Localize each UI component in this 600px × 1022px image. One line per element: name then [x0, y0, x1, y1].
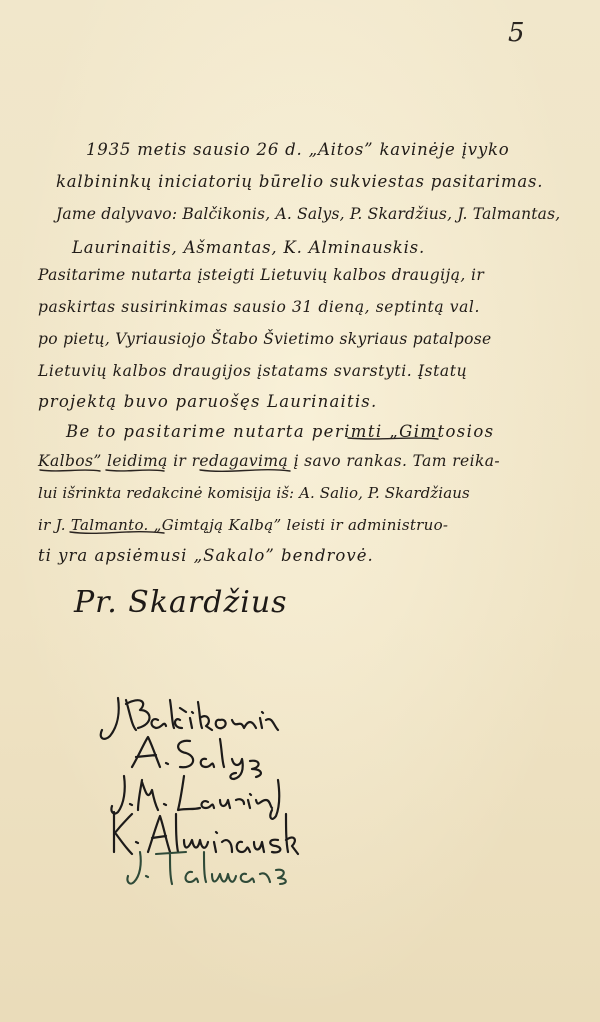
underline-talmanto [70, 532, 164, 534]
text-line: ti yra apsiėmusi „Sakalo” bendrovė. [38, 546, 374, 565]
text-line: paskirtas susirinkimas sausio 31 dieną, septintą val. [38, 298, 481, 316]
page-number: 5 [508, 18, 525, 48]
text-line: Lietuvių kalbos draugijos įstatams svarstyti. Įstatų [38, 362, 468, 380]
text-line: 1935 metis sausio 26 d. „Aitos” kavinėje įvyko [86, 140, 510, 159]
text-line: Pasitarime nutarta įsteigti Lietuvių kalbos draugiją, ir [38, 266, 485, 284]
text-line: ir J. Talmanto. „Gimtąją Kalbą” leisti ir administruo- [38, 516, 449, 534]
text-line: Jame dalyvavo: Balčikonis, A. Salys, P. Skardžius, J. Talmantas, [56, 205, 561, 223]
underline-perimti [348, 438, 438, 439]
text-line: lui išrinkta redakcinė komisija iš: A. Salio, P. Skardžiaus [38, 484, 470, 502]
text-line: projektą buvo paruošęs Laurinaitis. [38, 392, 378, 411]
underline-leidima [106, 470, 164, 471]
signer-name: Pr. Skardžius [74, 585, 288, 620]
text-line: Kalbos” leidimą ir redagavimą į savo rankas. Tam reika- [38, 452, 501, 470]
signature-talmantas [126, 846, 296, 891]
underline-redagavima [200, 470, 290, 472]
text-line: po pietų, Vyriausiojo Štabo Švietimo skyriaus patalpose [38, 330, 492, 348]
text-line: kalbininkų iniciatorių būrelio sukviestas pasitarimas. [56, 172, 544, 191]
text-line: Laurinaitis, Ašmantas, K. Alminauskis. [72, 238, 425, 257]
text-line: Be to pasitarime nutarta perimti „Gimtosios [66, 422, 495, 441]
underline-kalbos [40, 470, 100, 471]
